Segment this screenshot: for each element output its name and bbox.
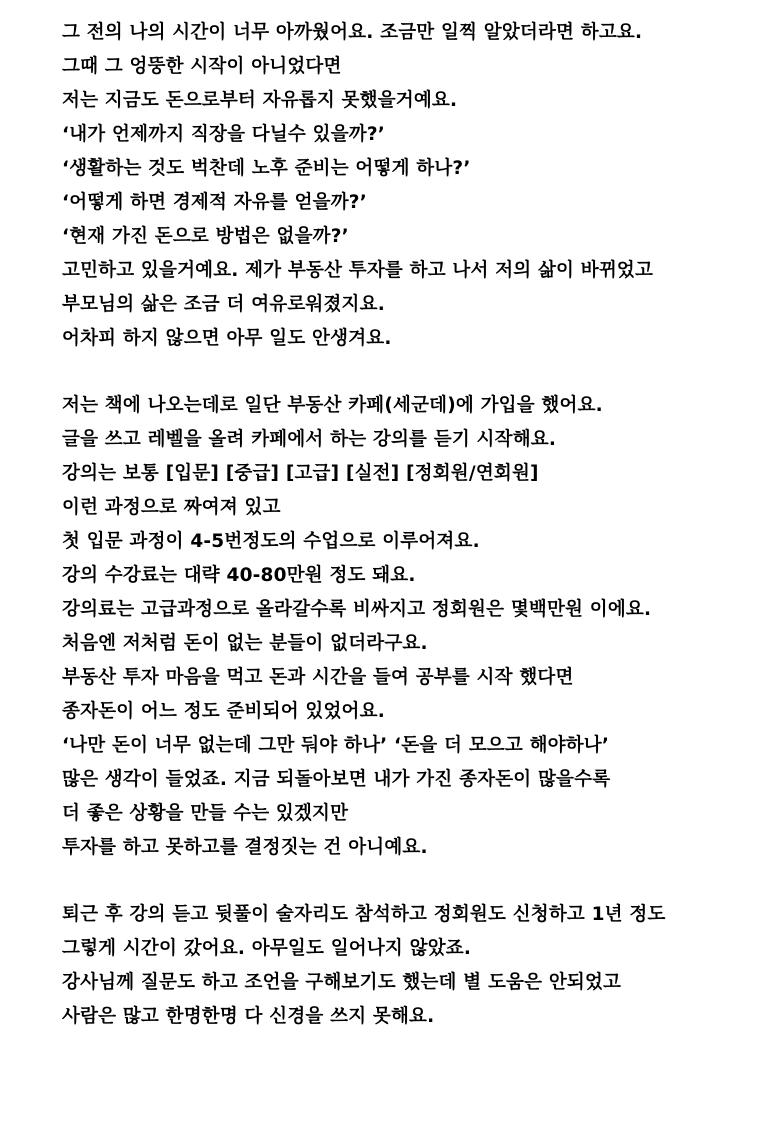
text-line: 강의 수강료는 대략 40-80만원 정도 돼요. [62,565,416,586]
text-line: 글을 쓰고 레벨을 올려 카페에서 하는 강의를 듣기 시작해요. [62,429,557,450]
text-line: 첫 입문 과정이 4-5번정도의 수업으로 이루어져요. [62,531,480,552]
text-line: 부모님의 삶은 조금 더 여유로워졌지요. [62,294,385,315]
text-line: 종자돈이 어느 정도 준비되어 있었어요. [62,701,385,722]
paragraph-2 [62,389,762,865]
text-line: ‘나만 돈이 너무 없는데 그만 둬야 하나’ ‘돈을 더 모으고 해야하나’ [62,735,610,756]
text-line: 사람은 많고 한명한명 다 신경을 쓰지 못해요. [62,1006,435,1027]
text-line: 그 전의 나의 시간이 너무 아까웠어요. 조금만 일찍 알았더라면 하고요. [62,22,643,43]
text-line: 어차피 하지 않으면 아무 일도 안생겨요. [62,328,392,349]
document-body [62,16,762,1034]
text-line: 그렇게 시간이 갔어요. 아무일도 일어나지 않았죠. [62,938,472,959]
text-line: ‘내가 언제까지 직장을 다닐수 있을까?’ [62,124,386,145]
text-line: 더 좋은 상황을 만들 수는 있겠지만 [62,803,349,824]
text-line: 강사님께 질문도 하고 조언을 구해보기도 했는데 별 도움은 안되었고 [62,972,622,993]
text-line: ‘어떻게 하면 경제적 자유를 얻을까?’ [62,192,367,213]
text-line: 부동산 투자 마음을 먹고 돈과 시간을 들여 공부를 시작 했다면 [62,667,574,688]
paragraph-1 [62,16,762,356]
text-line: 강의는 보통 [입문] [중급] [고급] [실전] [정회원/연회원] [62,463,539,484]
text-line: 강의료는 고급과정으로 올라갈수록 비싸지고 정회원은 몇백만원 이에요. [62,599,652,620]
text-line: 저는 지금도 돈으로부터 자유롭지 못했을거예요. [62,90,458,111]
text-line: 퇴근 후 강의 듣고 뒷풀이 술자리도 참석하고 정회원도 신청하고 1년 정도 [62,904,666,925]
text-line: ‘생활하는 것도 벅찬데 노후 준비는 어떻게 하나?’ [62,158,471,179]
text-line: 저는 책에 나오는데로 일단 부동산 카페(세군데)에 가입을 했어요. [62,395,603,416]
text-line: 고민하고 있을거예요. 제가 부동산 투자를 하고 나서 저의 삶이 바뀌었고 [62,260,654,281]
text-line: 그때 그 엉뚱한 시작이 아니었다면 [62,56,342,77]
text-line: 이런 과정으로 짜여져 있고 [62,497,281,518]
text-line: 많은 생각이 들었죠. 지금 되돌아보면 내가 가진 종자돈이 많을수록 [62,769,611,790]
text-line: ‘현재 가진 돈으로 방법은 없을까?’ [62,226,349,247]
text-line: 투자를 하고 못하고를 결정짓는 건 아니예요. [62,837,428,858]
paragraph-3 [62,898,762,1034]
text-line: 처음엔 저처럼 돈이 없는 분들이 없더라구요. [62,633,428,654]
